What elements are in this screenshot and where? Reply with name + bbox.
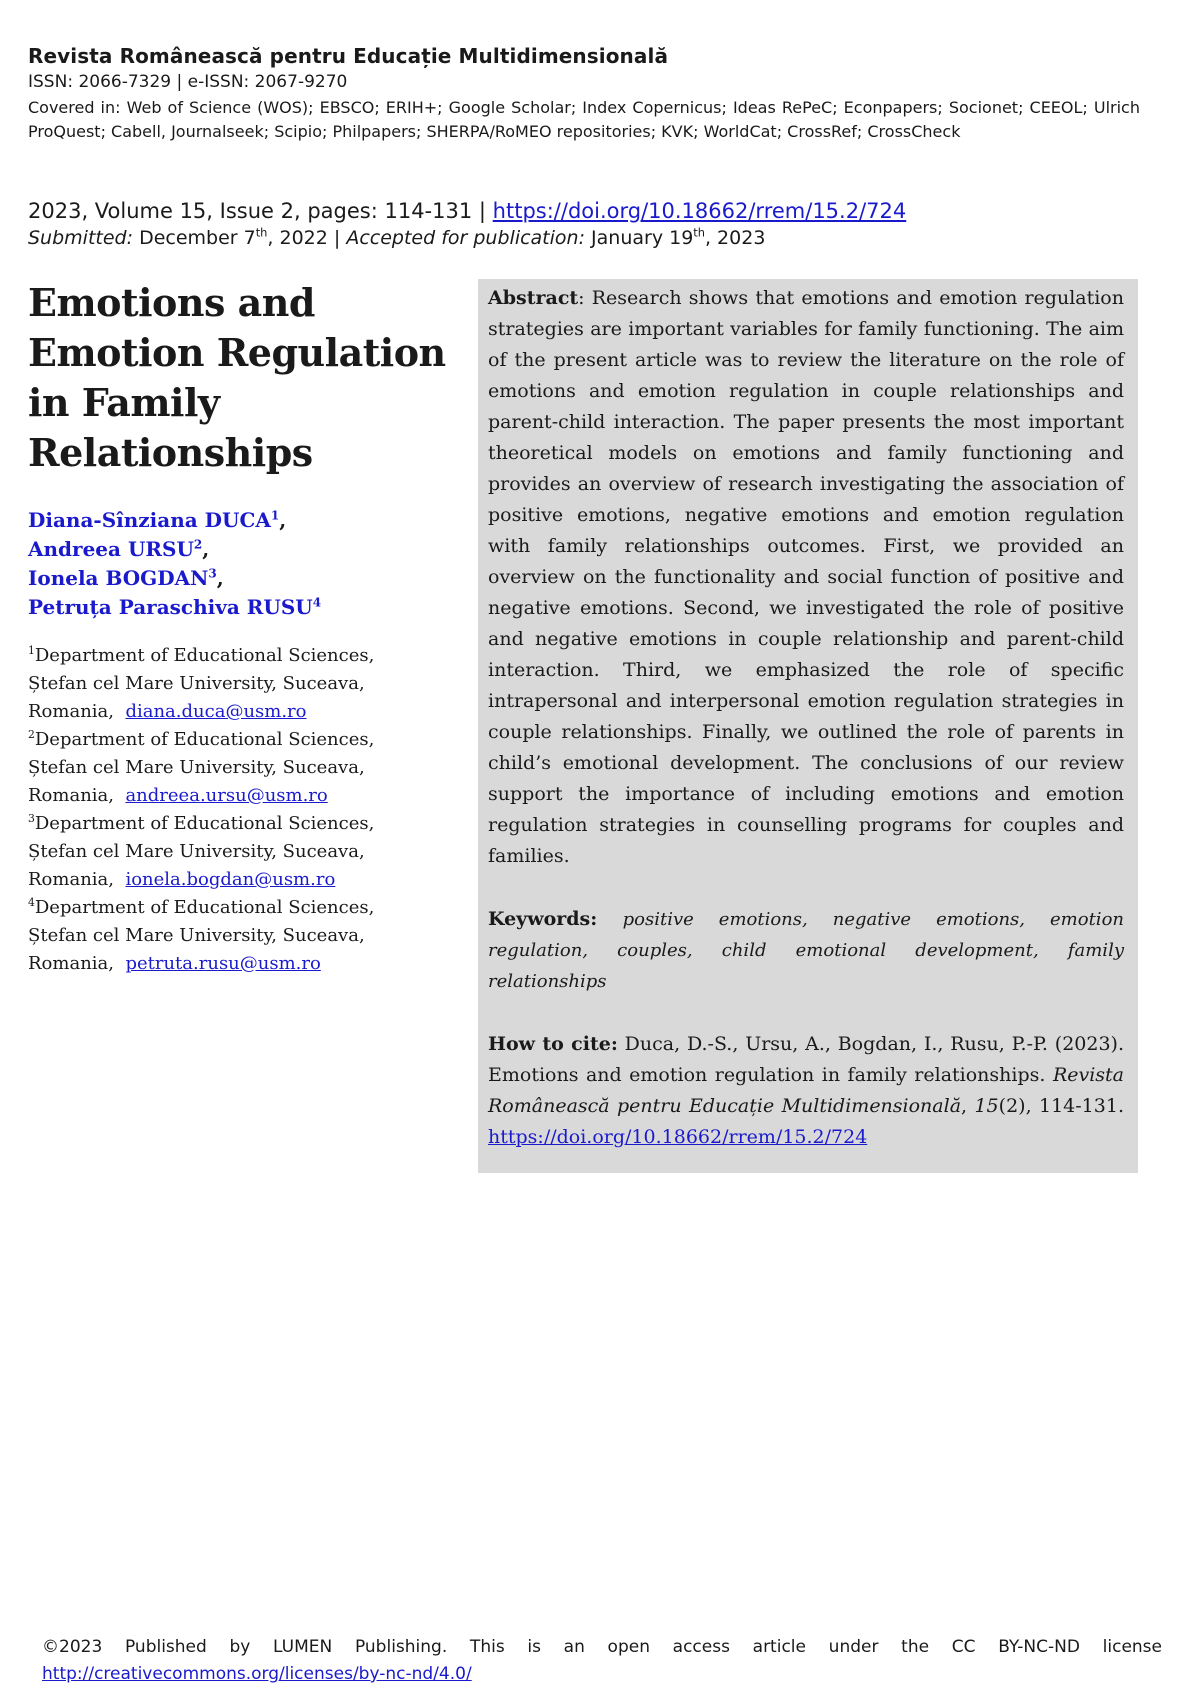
author: Diana-Sînziana DUCA$^1$, [28, 508, 287, 532]
cite-text: Duca, D.-S., Ursu, A., Bogdan, I., Rusu, P.-P. (2023). Emotions and emotion regulation in family relationships. [488, 1033, 1124, 1086]
affiliation-list [28, 642, 458, 978]
cite-journal: Revista Românească pentru Educație Multidimensională [488, 1064, 1125, 1117]
license-footer [42, 1634, 1162, 1688]
abstract [488, 283, 1124, 872]
paper-title: Emotions and Emotion Regulation in Family Relationships [28, 280, 446, 475]
submitted-label: Submitted: [28, 227, 134, 249]
submission-dates: Submitted: December 7th, 2022 | Accepted for publication: January 19th, 2023 [28, 225, 766, 249]
affiliation: $^3$Department of Educational Sciences, Ștefan cel Mare University, Suceava, Romania, ionela.bogdan@usm.ro [28, 812, 375, 890]
accepted-label: Accepted for publication: [346, 227, 585, 249]
journal-header [28, 44, 1140, 144]
issue-info [28, 198, 1140, 251]
abstract-label: Abstract [488, 287, 579, 309]
affiliation: $^4$Department of Educational Sciences, Ștefan cel Mare University, Suceava, Romania, petruta.rusu@usm.ro [28, 896, 375, 974]
author: Ionela BOGDAN$^3$, [28, 566, 224, 590]
cite-doi-link[interactable]: https://doi.org/10.18662/rrem/15.2/724 [488, 1126, 868, 1148]
accepted-date: January 19 [591, 227, 694, 249]
journal-title: Revista Românească pentru Educație Multidimensională [28, 44, 669, 68]
keywords [488, 904, 1124, 997]
indexing-list: Covered in: Web of Science (WOS); EBSCO; ERIH+; Google Scholar; Index Copernicus; Ideas RePeC; Econpapers; Socionet; CEEOL; Ulrich ProQuest; Cabell, Journalseek; Scipio; Philpapers; SHERPA/RoMEO repositories; KVK; WorldCat; CrossRef; CrossCheck [28, 98, 1140, 141]
email-link[interactable]: ionela.bogdan@usm.ro [125, 869, 336, 890]
email-link[interactable]: petruta.rusu@usm.ro [125, 953, 321, 974]
issn: ISSN: 2066-7329 | e-ISSN: 2067-9270 [28, 72, 348, 92]
keywords-label: Keywords: [488, 908, 598, 930]
submitted-date: December 7 [139, 227, 256, 249]
abstract-box [478, 279, 1138, 1173]
license-link[interactable]: http://creativecommons.org/licenses/by-nc-nd/4.0/ [42, 1664, 472, 1684]
abstract-text: : Research shows that emotions and emotion regulation strategies are important variables for family functioning. The aim of the present article was to review the literature on the role of emotions and emotion regulation in couple relationships and parent-child interaction. The paper presents the most important theoretical models on emotions and family functioning and provides an overview of research investigating the association of positive emotions, negative emotions and emotion regulation with family relationships outcomes. First, we provided an overview on the functionality and social function of positive and negative emotions. Second, we investigated the role of positive and negative emotions in couple relationship and parent-child interaction. Third, we emphasized the role of specific intrapersonal and interpersonal emotion regulation strategies in couple relationships. Finally, we outlined the role of parents in child’s emotional development. The conclusions of our review support the importance of including emotions and emotion regulation strategies in counselling programs for couples and families. [488, 287, 1124, 867]
left-column [28, 278, 458, 978]
email-link[interactable]: andreea.ursu@usm.ro [125, 785, 328, 806]
affiliation: $^2$Department of Educational Sciences, Ștefan cel Mare University, Suceava, Romania, andreea.ursu@usm.ro [28, 728, 375, 806]
license-text: ©2023 Published by LUMEN Publishing. This is an open access article under the CC BY-NC-ND license [42, 1637, 1162, 1657]
volume-text: 2023, Volume 15, Issue 2, pages: 114-131 | [28, 199, 486, 223]
issue-line [28, 198, 1140, 225]
keywords-text: positive emotions, negative emotions, emotion regulation, couples, child emotional development, family relationships [488, 909, 1124, 992]
cite-volume: 15 [974, 1095, 999, 1117]
doi-link[interactable]: https://doi.org/10.18662/rrem/15.2/724 [492, 199, 907, 223]
author: Andreea URSU$^2$, [28, 537, 210, 561]
affiliation: $^1$Department of Educational Sciences, Ștefan cel Mare University, Suceava, Romania, diana.duca@usm.ro [28, 644, 375, 722]
how-to-cite: How to cite: Duca, D.-S., Ursu, A., Bogdan, I., Rusu, P.-P. (2023). Emotions and emotion regulation in family relationships. Revista Românească pentru Educație Multidimensională, 15(2), 114-131. https://doi.org/10.18662/rrem/15.2/724 [488, 1033, 1125, 1148]
author-list [28, 506, 458, 622]
cite-label: How to cite: [488, 1033, 618, 1055]
author: Petruța Paraschiva RUSU$^4$ [28, 595, 322, 619]
email-link[interactable]: diana.duca@usm.ro [125, 701, 307, 722]
